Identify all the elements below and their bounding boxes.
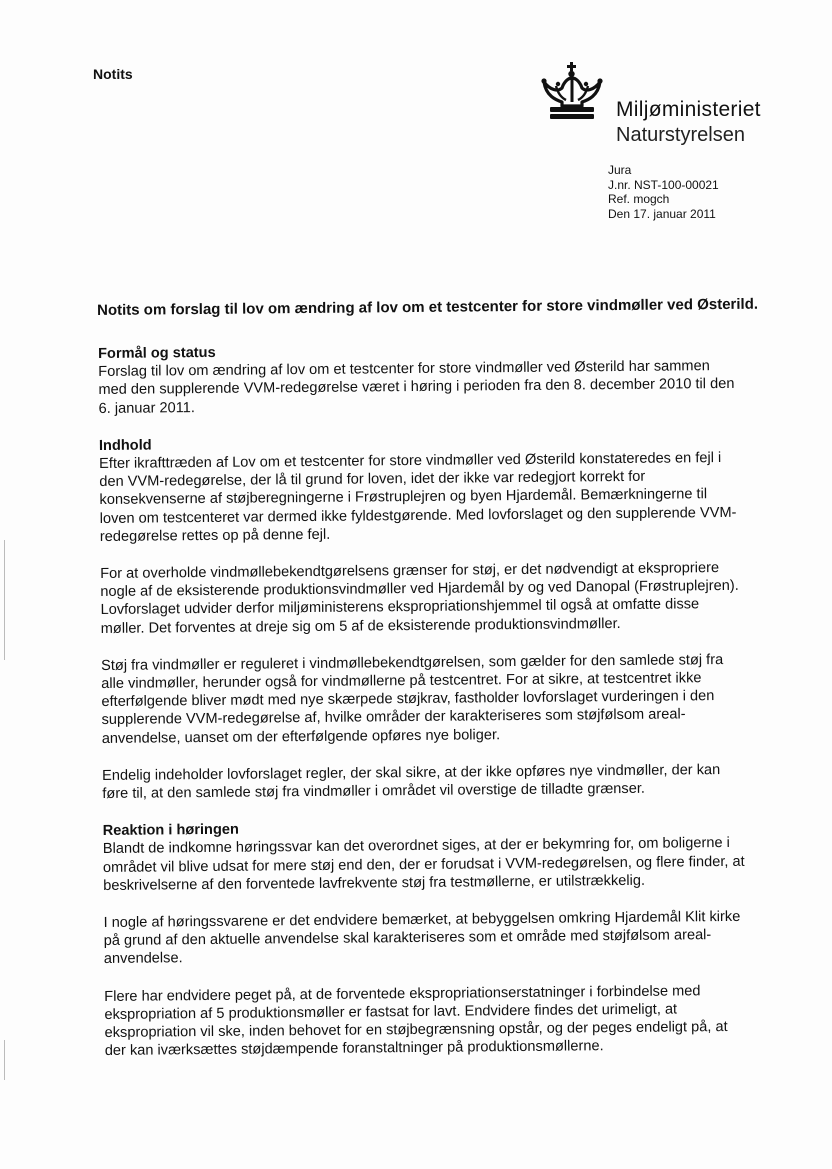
text-line: Forslag til lov om ændring af lov om et testcenter for store vindmøller ved Østerild har sammen [98,358,710,381]
text-line: Endelig indeholder lovforslaget regler, der skal sikre, at der ikke opføres nye vindmøller, der kan [102,761,721,784]
paragraph [98,357,788,418]
text-line: nogle af de eksisterende produktionsvindmøller ved Hjardemål by og ved Danopal (Frøstruplejren). [100,578,739,601]
section-formaal-og-status [98,338,789,417]
paragraph [103,907,793,968]
section-indhold [99,430,792,803]
ministry-name: Miljøministeriet [616,98,761,121]
text-line: der kan iværksættes støjdæmpende foranstaltninger på produktionsmøllerne. [104,1038,604,1060]
text-line: på grund af den aktuelle anvendelse skal karakteriseres som et område med støjfølsom areal- [103,927,712,950]
text-line: loven om testcenteret var dermed ikke fyldestgørende. Med lovforslaget og den supplerende VVM- [99,504,737,527]
section-reaktion-i-hoeringen [103,816,795,1061]
text-line: Efter ikrafttræden af Lov om et testcenter for store vindmøller ved Østerild konstateredes en fejl i [99,450,722,473]
document-title: Notits om forslag til lov om ændring af lov om et testcenter for store vindmøller ved Østerild. [97,295,759,319]
text-line: anvendelse. [103,950,183,968]
scan-artifact [4,540,5,660]
meta-date: Den 17. januar 2011 [608,206,716,221]
meta-journal-number: J.nr. NST-100-00021 [608,177,719,192]
text-line: supplerende VVM-redegørelse af, hvilke områder der karakteriseres som støjfølsom areal- [101,706,686,729]
paragraph [104,981,795,1060]
text-line: området vil blive udsat for mere støj end den, der er forudsat i VVM-redegørelsen, og flere finder, at [102,853,745,876]
text-line: anvendelse, uanset om der efterfølgende opføres nye boliger. [101,726,501,747]
paragraph [102,760,792,803]
text-line: konsekvenserne af støjberegningerne i Frøstruplejren og byen Hjardemål. Bemærkningerne til [99,486,708,509]
section-heading: Reaktion i høringen [102,821,239,840]
document-metadata [608,163,719,221]
meta-reference: Ref. mogch [608,192,670,206]
section-heading: Formål og status [98,344,216,362]
text-line: føre til, at den samlede støj fra vindmøller i området vil overstige de tilladte grænser. [102,780,645,803]
text-line: Lovforslaget udvider derfor miljøministerens ekspropriationshjemmel til også at omfatte disse [100,596,700,619]
text-line: redegørelse rettes op på denne fejl. [99,526,331,545]
text-line: Blandt de indkomne høringssvar kan det overordnet siges, at der er bekymring for, om boligerne i [102,835,730,858]
document-body [98,338,795,1079]
text-line: Flere har endvidere peget på, at de forventede ekspropriationserstatninger i forbindelse med [104,982,701,1005]
section-heading: Indhold [98,437,152,454]
text-line: ekspropriation af 5 produktionsmøller er fastsat for lavt. Endvidere findes det urimeligt, at [104,1001,678,1023]
text-line: den VVM-redegørelse, der lå til grund for loven, idet der ikke var redegjort korrekt for [99,468,646,491]
text-line: Støj fra vindmøller er reguleret i vindmøllebekendtgørelsen, som gælder for den samlede støj fra [101,651,724,674]
document-type-label: Notits [93,66,133,82]
paragraph [101,650,792,748]
text-line: med den supplerende VVM-redegørelse været i høring i perioden fra den 8. december 2010 til den [98,376,735,399]
paragraph [103,834,793,895]
text-line: efterfølgende bliver mødt med nye skærpede støjkrav, fastholder lovforslaget vurderingen i den [101,688,715,711]
paragraph [99,448,790,546]
text-line: alle vindmøller, herunder også for vindmøllerne på testcentret. For at sikre, at testcentret ikke [101,670,702,693]
agency-name: Naturstyrelsen [616,124,745,146]
text-line: ekspropriation vil ske, inden behovet for en støjbegrænsning opstår, og der peges endeligt på, at [104,1019,728,1042]
royal-crown-logo [536,62,608,122]
meta-department: Jura [608,163,632,177]
text-line: møller. Det forventes at dreje sig om 5 af de eksisterende produktionsvindmøller. [100,615,621,637]
text-line: beskrivelserne af den forventede lavfrekvente støj fra testmøllerne, er utilstrækkelig. [103,872,646,894]
scan-artifact [4,1040,5,1080]
paragraph [100,558,791,637]
text-line: For at overholde vindmøllebekendtgørelsens grænser for støj, er det nødvendigt at ekspropriere [100,560,720,583]
text-line: I nogle af høringssvarene er det endvidere bemærket, at bebyggelsen omkring Hjardemål Klit kirke [103,908,741,932]
text-line: 6. januar 2011. [98,399,195,417]
